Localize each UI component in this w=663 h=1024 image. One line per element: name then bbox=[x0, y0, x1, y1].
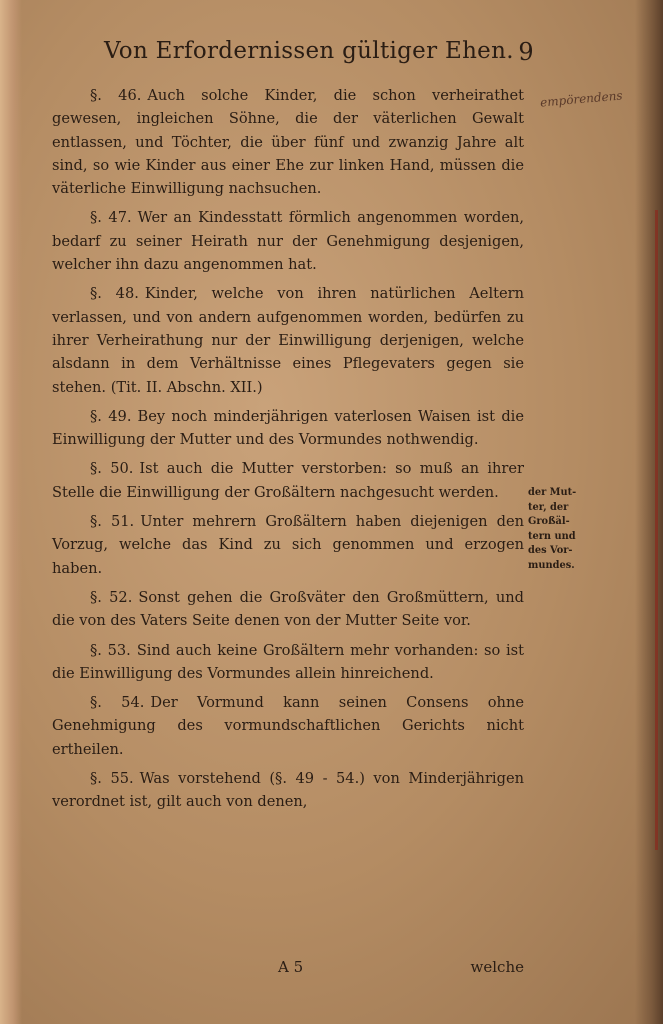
margin-note-line: der Mut- bbox=[528, 487, 577, 498]
margin-note bbox=[528, 486, 598, 573]
paragraph-text: Unter mehrern Großältern haben diejenigen den Vorzug, welche das Kind zu sich genommen und erzogen haben. bbox=[52, 513, 524, 577]
margin-note-line: Großäl- bbox=[528, 516, 570, 527]
running-header bbox=[104, 38, 534, 78]
margin-note-line: des Vor- bbox=[528, 545, 573, 556]
paragraph-47 bbox=[52, 206, 524, 276]
paragraph-50 bbox=[52, 457, 524, 504]
margin-note-line: ter, der bbox=[528, 501, 569, 513]
section-number: §. 49. bbox=[90, 407, 132, 425]
margin-note-line: tern und bbox=[528, 530, 576, 542]
page-right-edge bbox=[635, 0, 663, 1024]
paragraph-text: Sonst gehen die Großväter den Großmüttern, und die von des Vaters Seite denen von der Mutter Seite vor. bbox=[52, 588, 524, 630]
page-number: 9 bbox=[518, 38, 534, 66]
page-footer bbox=[52, 958, 524, 984]
paragraph-52 bbox=[52, 586, 524, 633]
page-left-edge bbox=[0, 0, 22, 1024]
margin-note-line: mundes. bbox=[528, 559, 575, 571]
catchword: welche bbox=[470, 958, 524, 976]
paragraph-49 bbox=[52, 405, 524, 452]
section-number: §. 51. bbox=[90, 513, 135, 531]
paragraph-46 bbox=[52, 84, 524, 200]
paragraph-text: Bey noch minderjährigen vaterlosen Waisen ist die Einwilligung der Mutter und des Vormundes nothwendig. bbox=[52, 407, 524, 449]
running-title: Von Erfordernissen gültiger Ehen. bbox=[104, 38, 514, 64]
binding-thread bbox=[655, 210, 658, 850]
section-number: §. 48. bbox=[90, 285, 139, 303]
paragraph-48 bbox=[52, 282, 524, 398]
section-number: §. 52. bbox=[90, 588, 133, 606]
paragraph-54 bbox=[52, 691, 524, 761]
paragraph-55 bbox=[52, 767, 524, 814]
section-number: §. 47. bbox=[90, 209, 132, 227]
section-number: §. 53. bbox=[90, 641, 131, 659]
paragraph-53 bbox=[52, 639, 524, 686]
paragraph-text: Was vorstehend (§. 49 - 54.) von Minderjährigen verordnet ist, gilt auch von denen, bbox=[52, 770, 524, 811]
paragraph-text: Wer an Kindesstatt förmlich angenommen worden, bedarf zu seiner Heirath nur der Genehmigung desjenigen, welcher ihn dazu angenommen hat. bbox=[52, 209, 524, 274]
section-number: §. 54. bbox=[90, 694, 145, 712]
handwritten-note: empörendens bbox=[539, 88, 624, 110]
section-number: §. 50. bbox=[90, 460, 134, 478]
signature-mark: A 5 bbox=[278, 958, 304, 976]
text-body bbox=[52, 84, 524, 820]
section-number: §. 46. bbox=[90, 87, 142, 104]
section-number: §. 55. bbox=[90, 770, 134, 788]
paragraph-51 bbox=[52, 510, 524, 580]
paragraph-text: Kinder, welche von ihren natürlichen Aeltern verlassen, und von andern aufgenommen worden, bedürfen zu ihrer Verheirathung nur der Einwilligung derjenigen, welche alsdann in dem Verhältnisse eines Pflegevaters gegen sie stehen. (Tit. II. Abschn. XII.) bbox=[52, 285, 524, 396]
paragraph-text: Der Vormund kann seinen Consens ohne Genehmigung des vormundschaftlichen Gerichts nicht ertheilen. bbox=[52, 694, 524, 758]
paragraph-text: Auch solche Kinder, die schon verheirathet gewesen, ingleichen Söhne, die der väterlichen Gewalt entlassen, und Töchter, die über fünf und zwanzig Jahre alt sind, so wie Kinder aus einer Ehe zur linken Hand, müssen die väterliche Einwilligung nachsuchen. bbox=[52, 87, 524, 198]
paragraph-text: Sind auch keine Großältern mehr vorhanden: so ist die Einwilligung des Vormundes allein hinreichend. bbox=[52, 641, 525, 682]
paragraph-text: Ist auch die Mutter verstorben: so muß an ihrer Stelle die Einwilligung der Großältern nachgesucht werden. bbox=[52, 460, 524, 501]
